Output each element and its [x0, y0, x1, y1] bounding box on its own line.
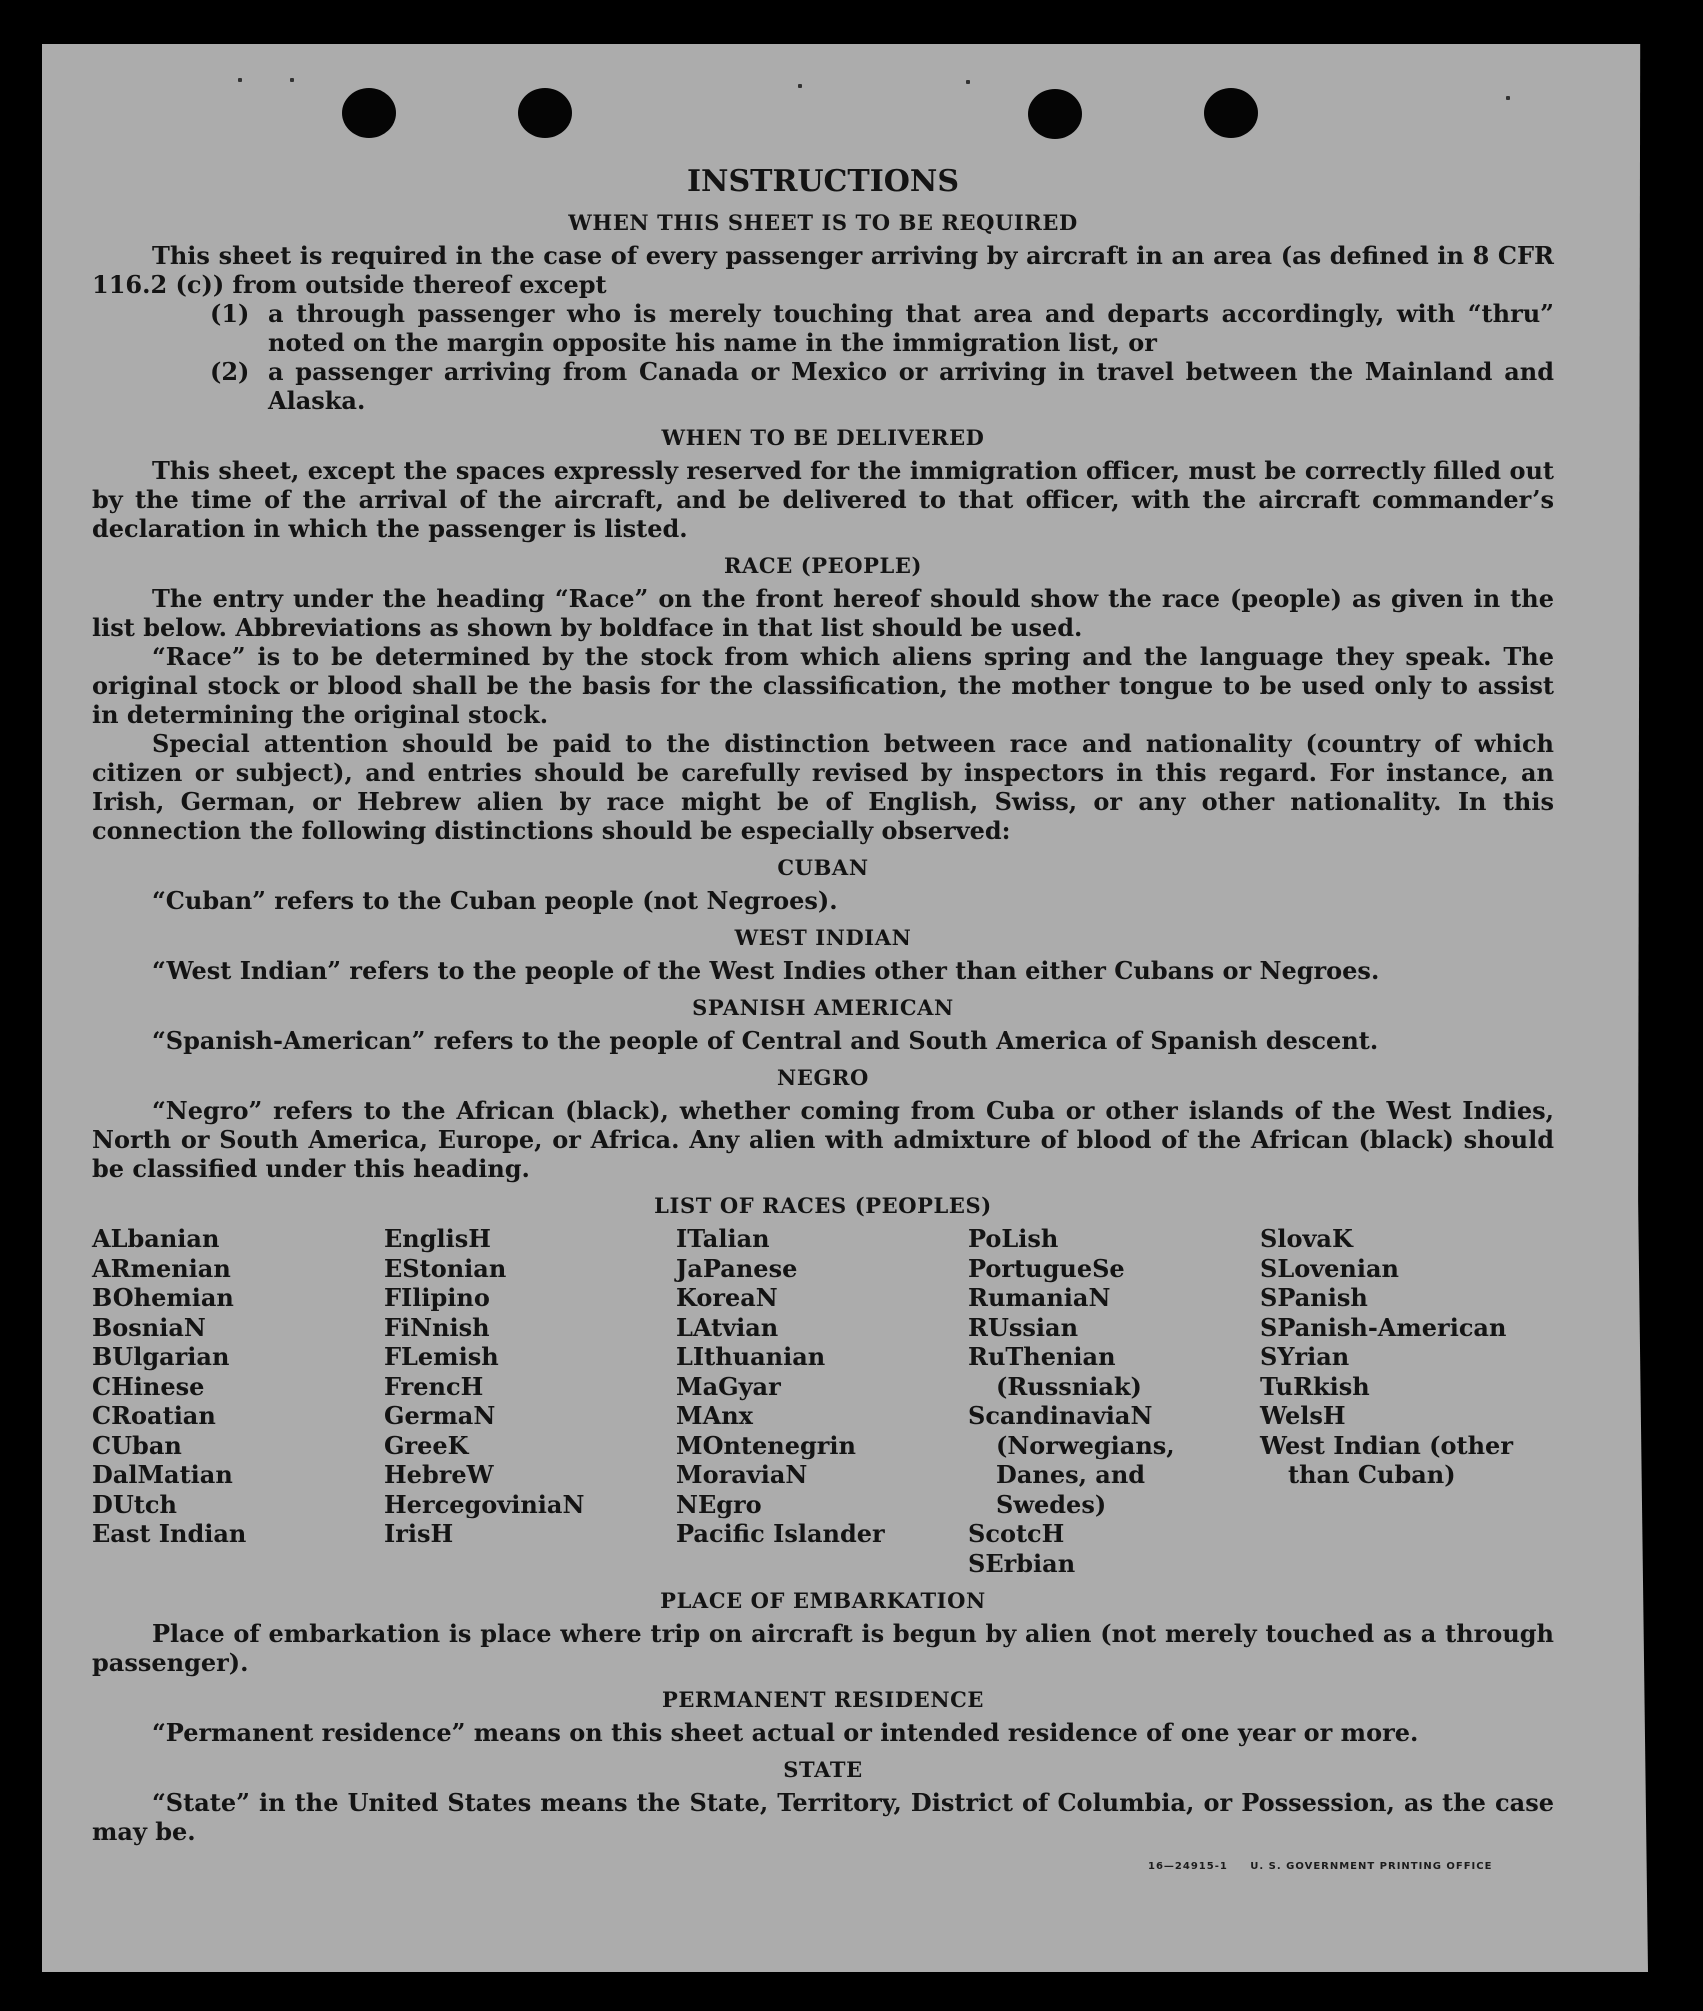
race-entry: GermaN [384, 1401, 496, 1430]
punch-hole [1204, 88, 1258, 138]
race-entry: SErbian [968, 1548, 1076, 1578]
race-paragraph: The entry under the heading “Race” on the front hereof should show the race (people) as given in the list below. Abbreviations as shown by boldface in that list should be used. [92, 584, 1554, 642]
printer-name: U. S. GOVERNMENT PRINTING OFFICE [1250, 1861, 1493, 1872]
race-entry: ScandinaviaN (Norwegians, Danes, and Swedes) [968, 1401, 1175, 1519]
exception-number: (1) [210, 299, 250, 328]
race-entry: TuRkish [1260, 1371, 1370, 1401]
race-entry: MAnx [676, 1401, 753, 1430]
section-heading-state: STATE [783, 1757, 863, 1782]
race-entry: ITalian [676, 1224, 770, 1253]
document-content [92, 164, 1554, 1846]
paper-speck [290, 78, 294, 82]
race-paragraph: “Race” is to be determined by the stock from which aliens spring and the language they speak. The original stock or blood shall be the basis for the classification, the mother tongue to be used only to assist in determining the original stock. [92, 642, 1554, 729]
race-entry: CUban [92, 1430, 182, 1460]
paper-speck [798, 84, 802, 88]
race-entry: FLemish [384, 1342, 499, 1371]
race-entry: IrisH [384, 1519, 454, 1548]
race-entry: DUtch [92, 1489, 177, 1519]
race-entry: SLovenian [1260, 1253, 1399, 1283]
race-entry: MoraviaN [676, 1460, 808, 1489]
section-heading-list-of-races: LIST OF RACES (PEOPLES) [654, 1193, 992, 1218]
race-entry: RumaniaN [968, 1283, 1111, 1312]
exception-text: a through passenger who is merely touching that area and departs accordingly, with “thru” noted on the margin opposite his name in the immigration list, or [268, 299, 1554, 357]
race-entry: SPanish [1260, 1283, 1368, 1312]
race-entry: CHinese [92, 1371, 205, 1401]
paper-speck [966, 80, 970, 84]
race-list [92, 1224, 1554, 1578]
race-entry: BOhemian [92, 1283, 234, 1312]
race-entry: RuThenian (Russniak) [968, 1342, 1142, 1401]
cuban-text: “Cuban” refers to the Cuban people (not Negroes). [152, 886, 838, 915]
race-entry: BUlgarian [92, 1342, 230, 1371]
race-paragraph: Special attention should be paid to the distinction between race and nationality (country of which citizen or subject), and entries should be carefully revised by inspectors in this regard. For instance, an Irish, German, or Hebrew alien by race might be of English, Swiss, or any other nationality. In this connection the following distinctions should be especially observed: [92, 729, 1554, 845]
race-entry: SYrian [1260, 1342, 1350, 1371]
race-entry: KoreaN [676, 1283, 778, 1312]
punch-hole [1028, 89, 1082, 139]
race-entry: West Indian (other than Cuban) [1260, 1430, 1513, 1489]
exception-item [210, 299, 1554, 357]
race-column [384, 1224, 676, 1578]
permanent-residence-text: “Permanent residence” means on this sheet actual or intended residence of one year or more. [152, 1718, 1419, 1747]
section-heading-embarkation: PLACE OF EMBARKATION [660, 1588, 986, 1613]
race-entry: RUssian [968, 1312, 1079, 1342]
section-heading-west-indian: WEST INDIAN [734, 925, 912, 950]
race-column [1260, 1224, 1554, 1578]
exception-text: a passenger arriving from Canada or Mexico or arriving in travel between the Mainland and Alaska. [268, 357, 1554, 415]
embarkation-text: Place of embarkation is place where trip on aircraft is begun by alien (not merely touched as a through passenger). [92, 1619, 1554, 1677]
race-entry: PoLish [968, 1224, 1059, 1253]
race-entry: EStonian [384, 1253, 507, 1283]
printer-imprint [1148, 1861, 1492, 1872]
paper-speck [1506, 96, 1510, 100]
west-indian-text: “West Indian” refers to the people of the West Indies other than either Cubans or Negroes. [152, 956, 1380, 985]
race-entry: PortugueSe [968, 1253, 1125, 1283]
section-heading-negro: NEGRO [777, 1065, 869, 1090]
when-delivered-text: This sheet, except the spaces expressly reserved for the immigration officer, must be correctly filled out by the time of the arrival of the aircraft, and be delivered to that officer, with the aircraft commander’s declaration in which the passenger is listed. [92, 456, 1554, 543]
race-entry: SPanish-American [1260, 1312, 1507, 1342]
race-entry: MOntenegrin [676, 1430, 856, 1460]
exception-number: (2) [210, 357, 250, 386]
section-heading-cuban: CUBAN [777, 855, 869, 880]
race-entry: BosniaN [92, 1312, 206, 1342]
section-heading-race: RACE (PEOPLE) [723, 553, 923, 578]
state-text: “State” in the United States means the State, Territory, District of Columbia, or Possession, as the case may be. [92, 1788, 1554, 1846]
punch-hole [518, 88, 572, 138]
race-entry: GreeK [384, 1430, 469, 1460]
section-heading-when-required: WHEN THIS SHEET IS TO BE REQUIRED [568, 210, 1078, 235]
race-entry: EnglisH [384, 1224, 491, 1253]
race-entry: CRoatian [92, 1401, 216, 1430]
race-entry: FiNnish [384, 1312, 490, 1342]
section-heading-when-delivered: WHEN TO BE DELIVERED [661, 425, 985, 450]
race-entry: ScotcH [968, 1519, 1065, 1548]
race-entry: SlovaK [1260, 1224, 1353, 1253]
race-entry: FrencH [384, 1371, 484, 1401]
exception-item [210, 357, 1554, 415]
race-entry: LIthuanian [676, 1342, 826, 1371]
race-entry: Pacific Islander [676, 1519, 885, 1548]
race-entry: WelsH [1260, 1401, 1346, 1430]
race-entry: NEgro [676, 1489, 762, 1519]
spanish-american-text: “Spanish-American” refers to the people of Central and South America of Spanish descent. [152, 1026, 1379, 1055]
race-column [968, 1224, 1260, 1578]
race-entry: JaPanese [676, 1253, 798, 1283]
race-entry: HebreW [384, 1460, 494, 1489]
punch-hole [342, 88, 396, 138]
race-entry: LAtvian [676, 1312, 779, 1342]
race-entry: DalMatian [92, 1460, 233, 1489]
document-sheet [42, 44, 1648, 1972]
race-entry: HercegoviniaN [384, 1489, 585, 1519]
section-heading-spanish-american: SPANISH AMERICAN [692, 995, 954, 1020]
race-column [92, 1224, 384, 1578]
form-code: 16—24915-1 [1148, 1861, 1228, 1872]
page-edge-shadow [1622, 44, 1648, 1972]
race-entry: ARmenian [92, 1253, 231, 1283]
race-entry: MaGyar [676, 1371, 781, 1401]
when-required-intro: This sheet is required in the case of every passenger arriving by aircraft in an area (as defined in 8 CFR 116.2 (c)) from outside thereof except [92, 241, 1554, 299]
section-heading-permanent-residence: PERMANENT RESIDENCE [661, 1687, 985, 1712]
document-title: INSTRUCTIONS [687, 164, 959, 199]
race-column [676, 1224, 968, 1578]
race-entry: East Indian [92, 1519, 247, 1548]
negro-text: “Negro” refers to the African (black), whether coming from Cuba or other islands of the West Indies, North or South America, Europe, or Africa. Any alien with admixture of blood of the African (black) should be classified under this heading. [92, 1096, 1554, 1183]
race-entry: FIlipino [384, 1283, 490, 1312]
paper-speck [238, 78, 242, 82]
race-entry: ALbanian [92, 1224, 220, 1253]
